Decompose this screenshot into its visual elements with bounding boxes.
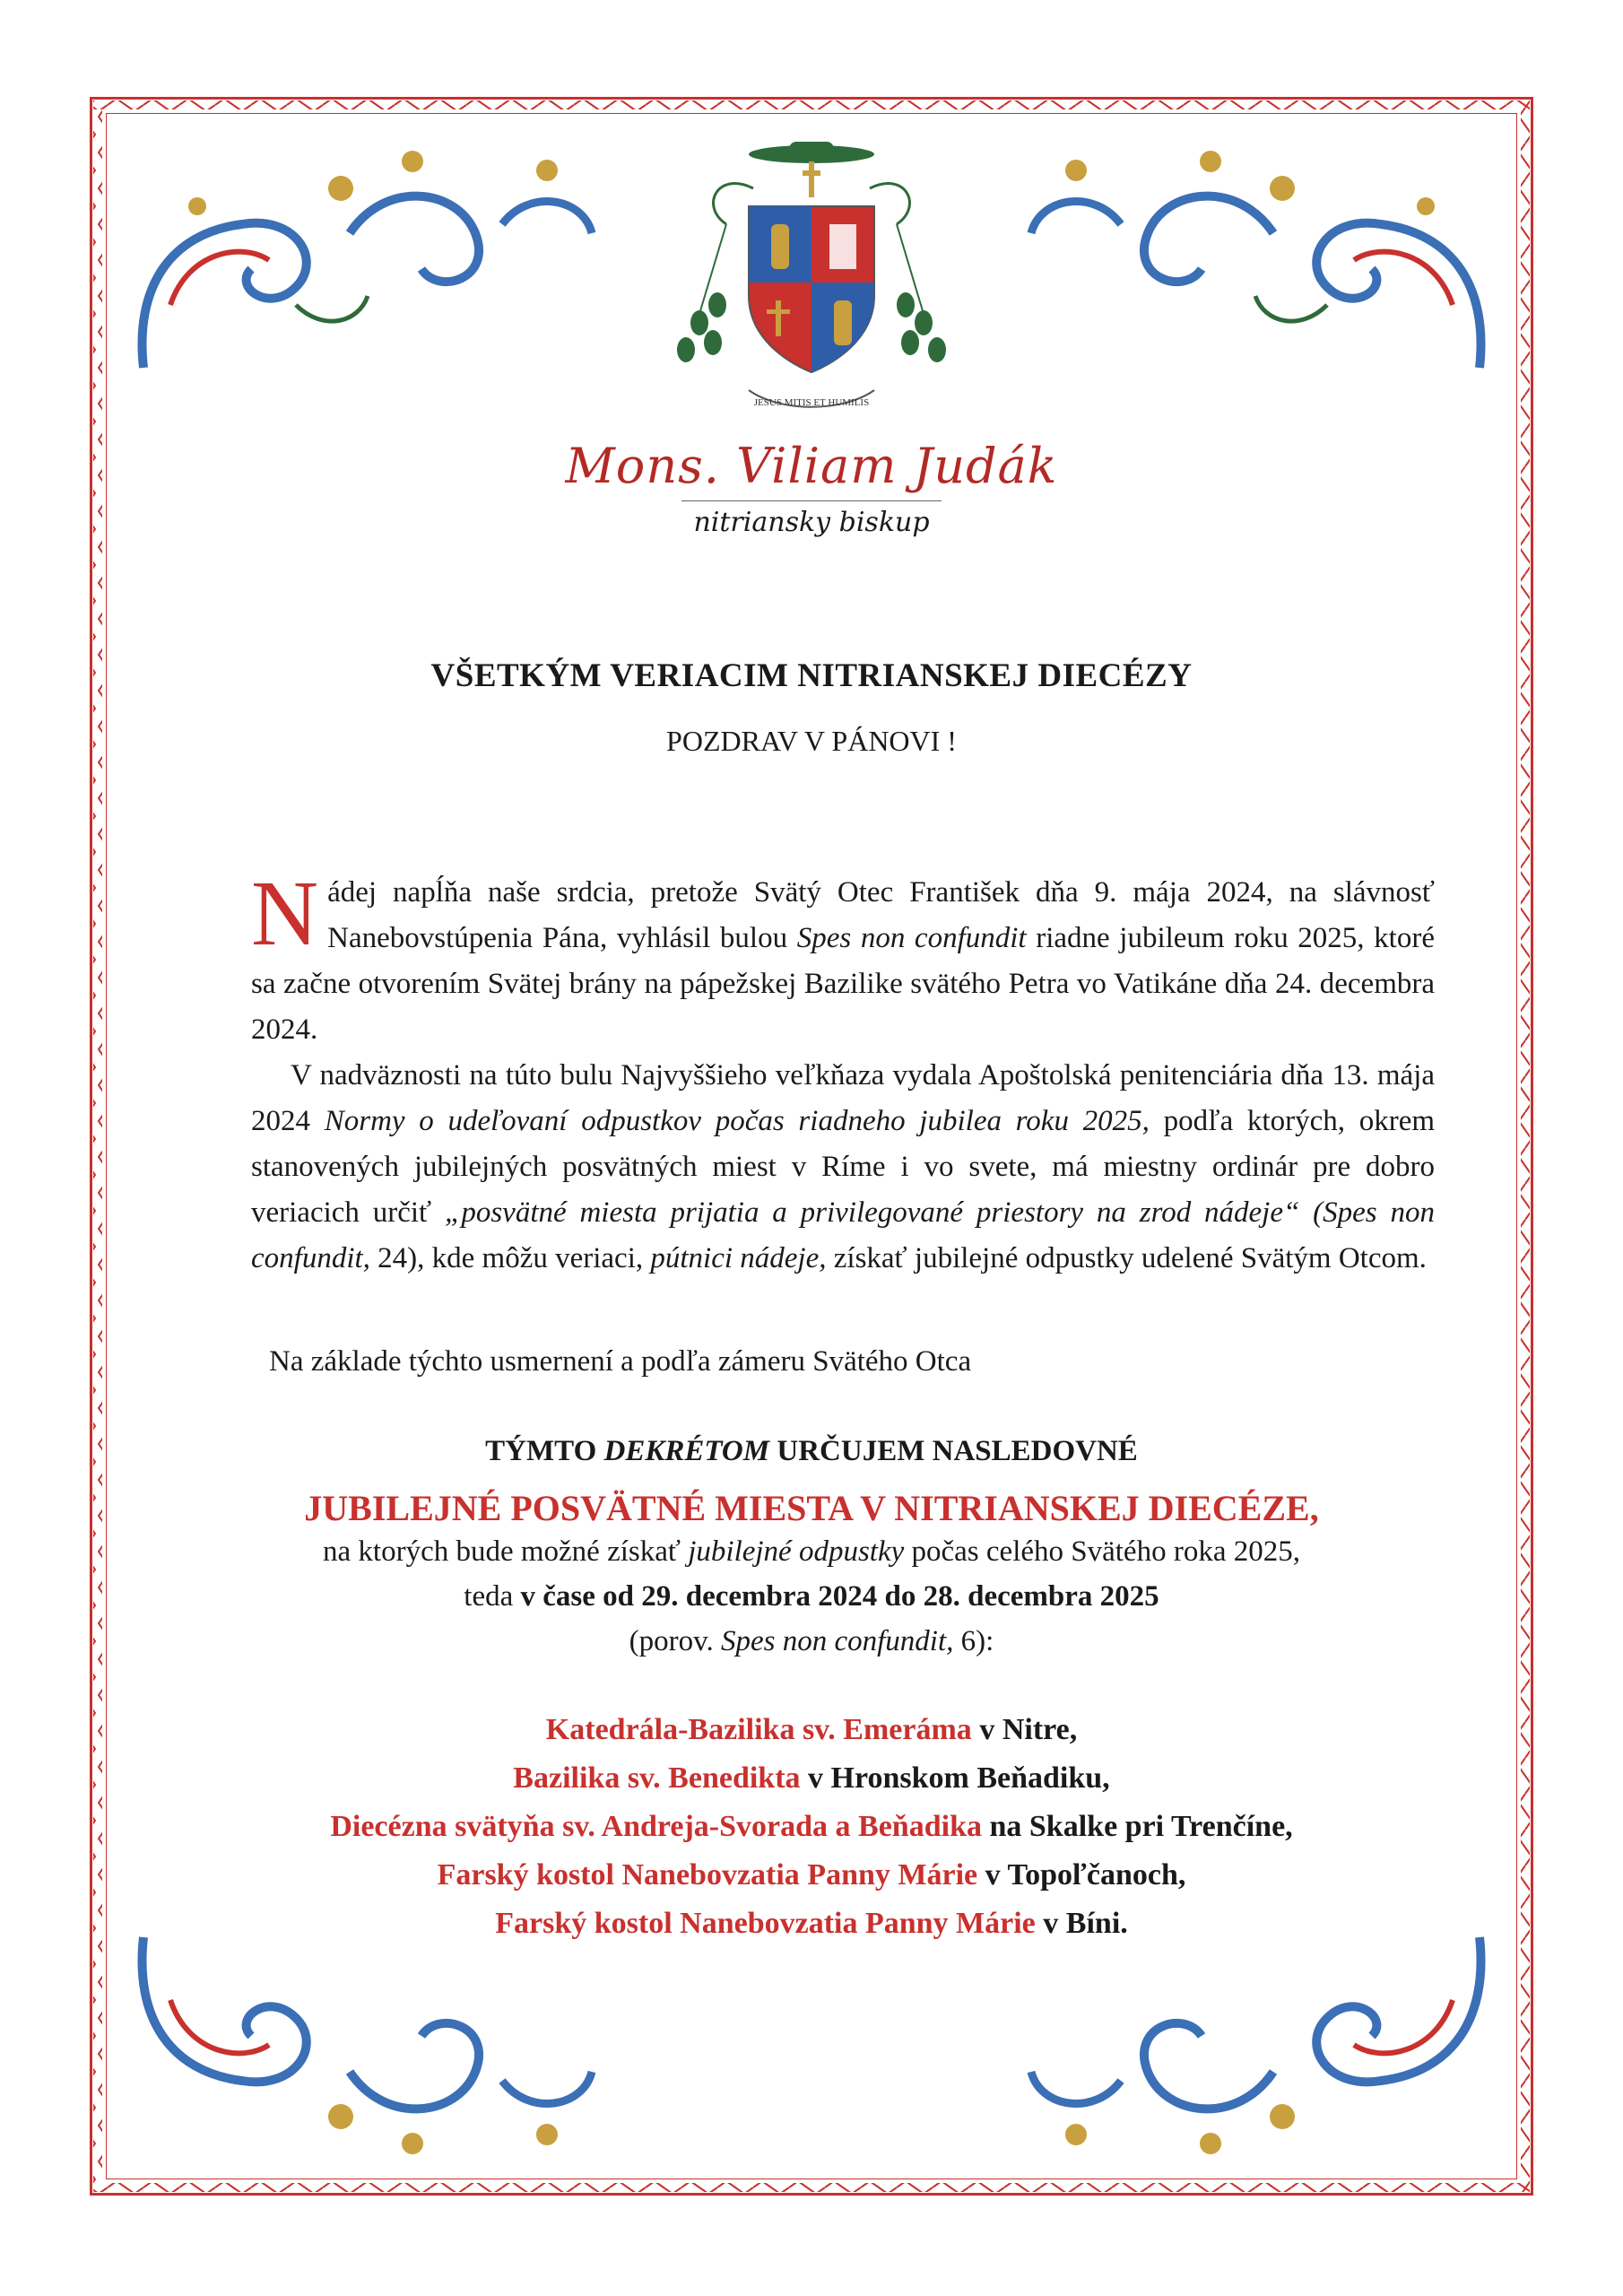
body-text <box>251 862 1436 1282</box>
jubilee-title: JUBILEJNÉ POSVÄTNÉ MIESTA V NITRIANSKEJ DIECÉZE, <box>304 1488 1319 1528</box>
decree-text-1: TÝMTO <box>485 1435 604 1467</box>
site-location: v Topoľčanoch, <box>977 1858 1186 1892</box>
ornament-bottom-right <box>1004 1919 1506 2179</box>
decree-line <box>0 1435 1623 1468</box>
line3-italic: Spes non confundit, <box>721 1625 954 1657</box>
p2-text-3: 24), kde môžu veriaci, <box>369 1242 651 1274</box>
site-item <box>0 1907 1623 1941</box>
site-item <box>0 1713 1623 1747</box>
coat-of-arms <box>664 135 959 430</box>
line-2 <box>0 1580 1623 1613</box>
site-place: Farský kostol Nanebovzatia Panny Márie <box>437 1858 978 1892</box>
ornament-top-left <box>117 126 619 395</box>
line3-text-2: 6): <box>953 1625 994 1657</box>
p2-text-2: podľa ktorých, okrem stanovených jubilejných posvätných miest v Ríme i vo svete, má miestny ordinár pre dobro veriacich určiť <box>251 1105 1436 1229</box>
paragraph-1 <box>251 862 1435 1053</box>
site-place: Farský kostol Nanebovzatia Panny Márie <box>495 1907 1036 1940</box>
p2-text-1: V nadväznosti na túto bulu Najvyššieho veľkňaza vydala Apoštolská penitenciária dňa 13. mája 2024 <box>251 1059 1435 1137</box>
site-location: v Hronskom Beňadiku, <box>800 1761 1110 1795</box>
document-title: VŠETKÝM VERIACIM NITRIANSKEJ DIECÉZY <box>430 657 1193 694</box>
site-item <box>0 1761 1623 1796</box>
site-place: Diecézna svätyňa sv. Andreja-Svorada a Beňadika <box>330 1810 982 1843</box>
line-3 <box>0 1625 1623 1658</box>
line3-text-1: (porov. <box>629 1625 721 1657</box>
p2-italic-2: „posvätné miesta prijatia a privilegované priestory na zrod nádeje“ (Spes non confundit, <box>251 1196 1435 1274</box>
bishop-name: Mons. Viliam Judák <box>565 438 1058 494</box>
signature-rule <box>681 500 942 501</box>
line2-bold: v čase od 29. decembra 2024 do 28. decembra 2025 <box>520 1580 1159 1613</box>
site-place: Bazilika sv. Benedikta <box>513 1761 801 1795</box>
site-location: v Bíni. <box>1035 1907 1128 1940</box>
line1-text-1: na ktorých bude možné získať <box>323 1535 689 1568</box>
paragraph-3: Na základe týchto usmernení a podľa zámeru Svätého Otca <box>269 1345 972 1378</box>
decree-italic: DEKRÉTOM <box>603 1435 770 1467</box>
line-1 <box>0 1535 1623 1569</box>
bishop-title: nitriansky biskup <box>693 507 930 538</box>
line2-text-1: teda <box>464 1580 521 1613</box>
p2-italic-3: pútnici nádeje, <box>650 1242 827 1274</box>
p2-text-4: získať jubilejné odpustky udelené Svätým Otcom. <box>826 1242 1427 1274</box>
paragraph-2 <box>251 1053 1435 1282</box>
line1-italic: jubilejné odpustky <box>688 1535 905 1568</box>
site-location: v Nitre, <box>971 1713 1078 1746</box>
motto-text: JESUS MITIS ET HUMILIS <box>753 397 870 408</box>
p1-text-1: ádej napĺňa naše srdcia, pretože Svätý Otec František dňa 9. mája 2024, na slávnosť Nanebovstúpenia Pána, vyhlásil bulou <box>327 876 1435 954</box>
site-place: Katedrála-Bazilika sv. Emeráma <box>545 1713 972 1746</box>
ornament-bottom-left <box>117 1919 619 2179</box>
p1-text-2: riadne jubileum roku 2025, ktoré sa začne otvorením Svätej brány na pápežskej Bazilike svätého Petra vo Vatikáne dňa 24. decembra 2024. <box>251 922 1435 1046</box>
p1-italic-1: Spes non confundit <box>796 922 1027 954</box>
greeting: POZDRAV V PÁNOVI ! <box>666 725 957 757</box>
site-location: na Skalke pri Trenčíne, <box>981 1810 1293 1843</box>
line1-text-2: počas celého Svätého roka 2025, <box>904 1535 1300 1568</box>
site-item <box>0 1858 1623 1892</box>
drop-cap: N <box>251 862 319 965</box>
decree-text-2: URČUJEM NASLEDOVNÉ <box>769 1435 1138 1467</box>
ornament-top-right <box>1004 126 1506 395</box>
p2-italic-1: Normy o udeľovaní odpustkov počas riadneho jubilea roku 2025, <box>324 1105 1150 1137</box>
site-item <box>0 1810 1623 1844</box>
